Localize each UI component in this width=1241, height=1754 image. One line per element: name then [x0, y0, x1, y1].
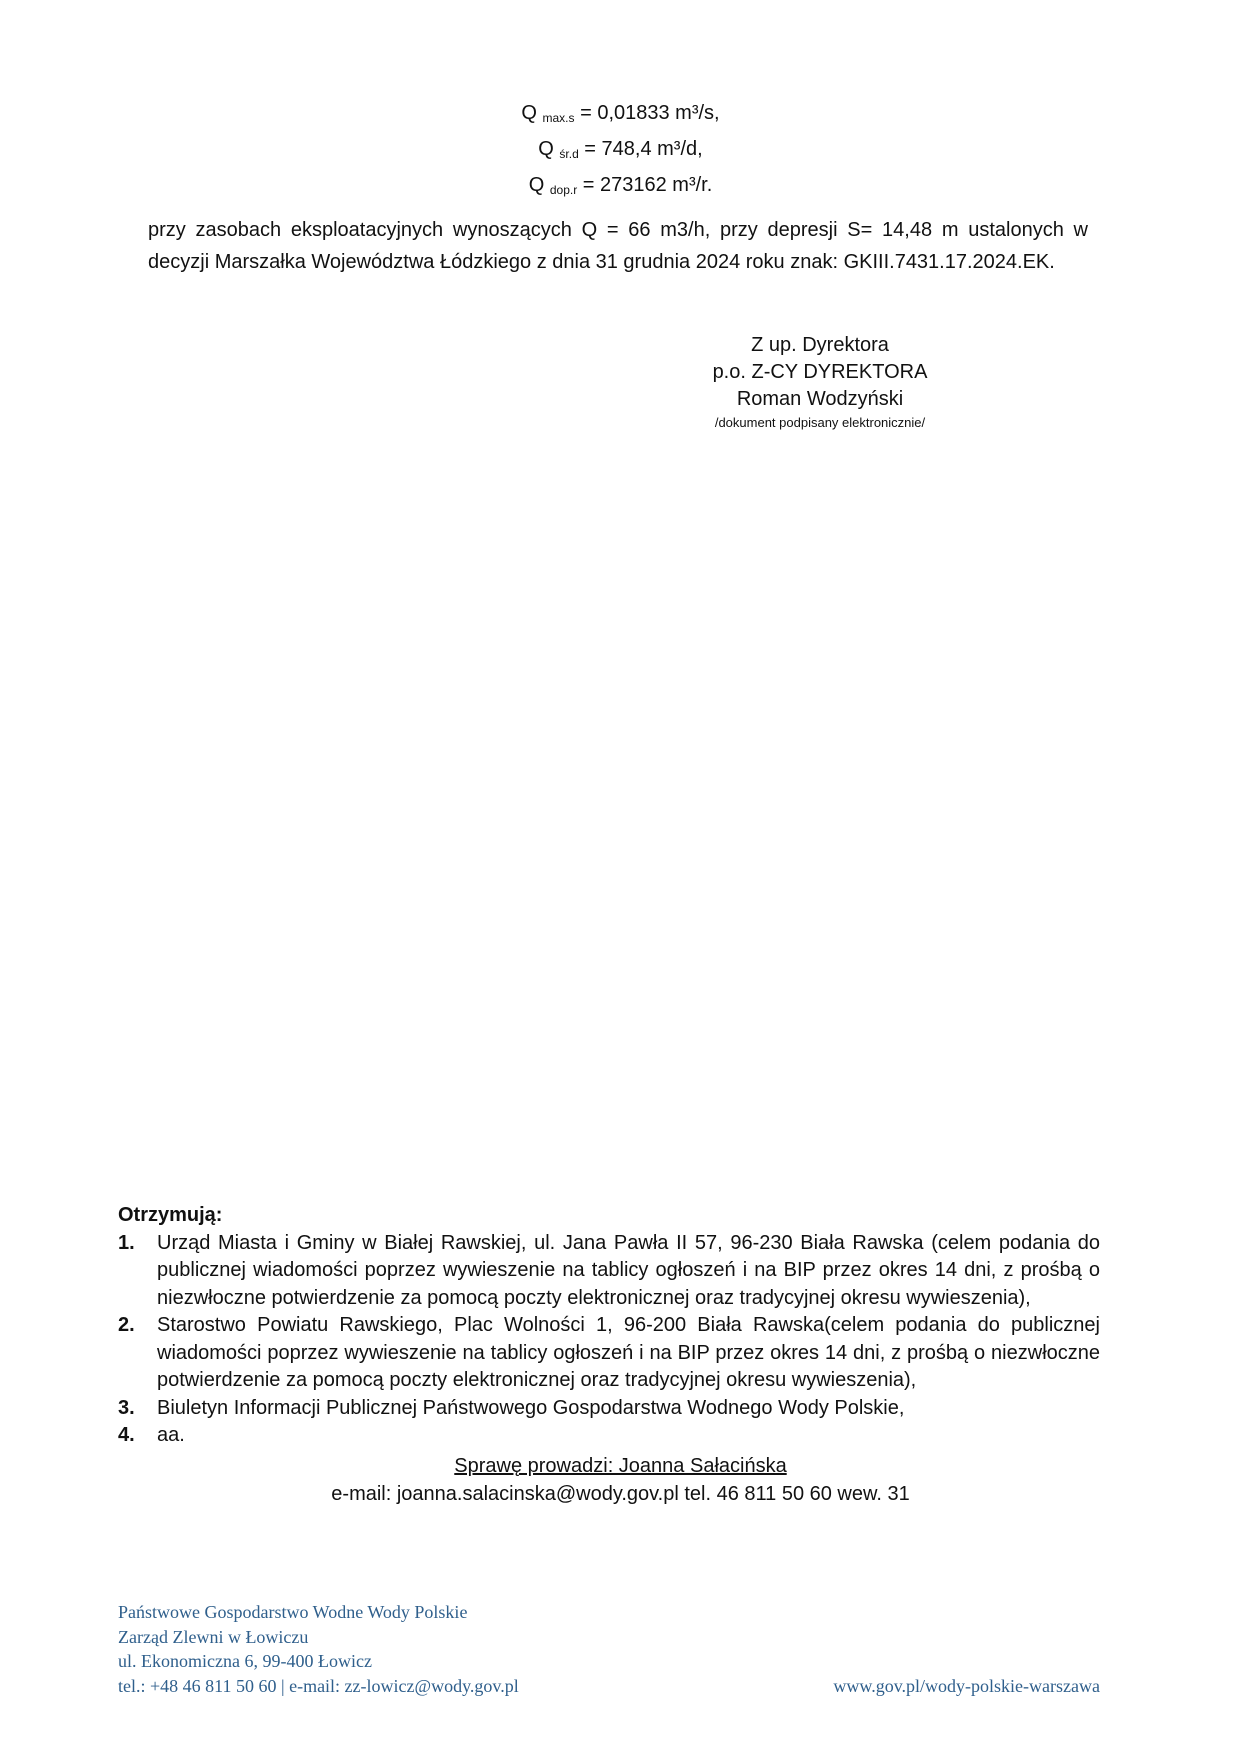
recipients-section — [118, 1202, 1100, 1450]
footer-address: ul. Ekonomiczna 6, 99-400 Łowicz — [118, 1651, 372, 1671]
flow-formulas — [0, 98, 1241, 206]
body-paragraph: przy zasobach eksploatacyjnych wynoszących Q = 66 m3/h, przy depresji S= 14,48 m ustalonych w decyzji Marszałka Województwa Łódzkiego z dnia 31 grudnia 2024 roku znak: GKIII.7431.17.2024.EK. — [148, 219, 1088, 273]
formula-symbol: Q — [528, 174, 545, 196]
formula-subscript: dop.r — [549, 183, 578, 197]
item-number: 4. — [118, 1424, 135, 1446]
item-text: aa. — [157, 1424, 185, 1446]
case-contact — [0, 1452, 1241, 1508]
page-footer — [118, 1600, 1100, 1698]
footer-contact: tel.: +48 46 811 50 60 | e-mail: zz-lowicz@wody.gov.pl — [118, 1675, 519, 1696]
formula-value: = 0,01833 m³/s, — [574, 102, 720, 124]
formula-subscript: max.s — [542, 111, 575, 125]
item-text: Starostwo Powiatu Rawskiego, Plac Wolności 1, 96-200 Biała Rawska(celem podania do publicznej wiadomości poprzez wywieszenie na tablicy ogłoszeń i na BIP przez okres 14 dni, z prośbą o niezwłoczne potwierdzenie za pomocą poczty elektronicznej oraz tradycyjnej okresu wywieszenia), — [157, 1314, 1100, 1391]
list-item — [118, 1230, 1100, 1313]
case-handler: Sprawę prowadzi: Joanna Sałacińska — [454, 1455, 787, 1477]
formula-avg — [0, 134, 1241, 170]
signature-note: /dokument podpisany elektronicznie/ — [714, 415, 926, 430]
item-number: 3. — [118, 1396, 135, 1419]
formula-value: = 273162 m³/r. — [577, 174, 713, 196]
formula-symbol: Q — [521, 102, 537, 124]
list-item — [118, 1422, 1100, 1450]
formula-annual — [0, 170, 1241, 206]
formula-subscript: śr.d — [559, 147, 579, 161]
footer-unit: Zarząd Zlewni w Łowiczu — [118, 1626, 309, 1647]
formula-value: = 748,4 m³/d, — [578, 138, 703, 160]
formula-symbol: Q — [538, 138, 554, 160]
formula-max — [0, 98, 1241, 134]
item-text: Biuletyn Informacji Publicznej Państwowego Gospodarstwa Wodnego Wody Polskie, — [157, 1396, 905, 1419]
recipients-list — [118, 1230, 1100, 1450]
case-contact-details: e-mail: joanna.salacinska@wody.gov.pl tel. 46 811 50 60 wew. 31 — [331, 1483, 910, 1505]
item-text: Urząd Miasta i Gminy w Białej Rawskiej, ul. Jana Pawła II 57, 96-230 Biała Rawska (celem podania do publicznej wiadomości poprzez wywieszenie na tablicy ogłoszeń i na BIP przez okres 14 dni, z prośbą o niezwłoczne potwierdzenie za pomocą poczty elektronicznej oraz tradycyjnej okresu wywieszenia), — [157, 1231, 1100, 1309]
list-item — [118, 1312, 1100, 1395]
list-item — [118, 1395, 1100, 1423]
signature-line-2: p.o. Z-CY DYREKTORA — [712, 361, 928, 383]
footer-organization: Państwowe Gospodarstwo Wodne Wody Polskie — [118, 1602, 468, 1622]
item-number: 2. — [118, 1314, 135, 1336]
signature-block — [640, 332, 1000, 433]
signature-line-1: Z up. Dyrektora — [751, 334, 889, 356]
footer-website-link[interactable]: www.gov.pl/wody-polskie-warszawa — [833, 1675, 1100, 1696]
recipients-heading: Otrzymują: — [118, 1204, 223, 1226]
signatory-name: Roman Wodzyński — [736, 388, 904, 410]
item-number: 1. — [118, 1231, 135, 1254]
